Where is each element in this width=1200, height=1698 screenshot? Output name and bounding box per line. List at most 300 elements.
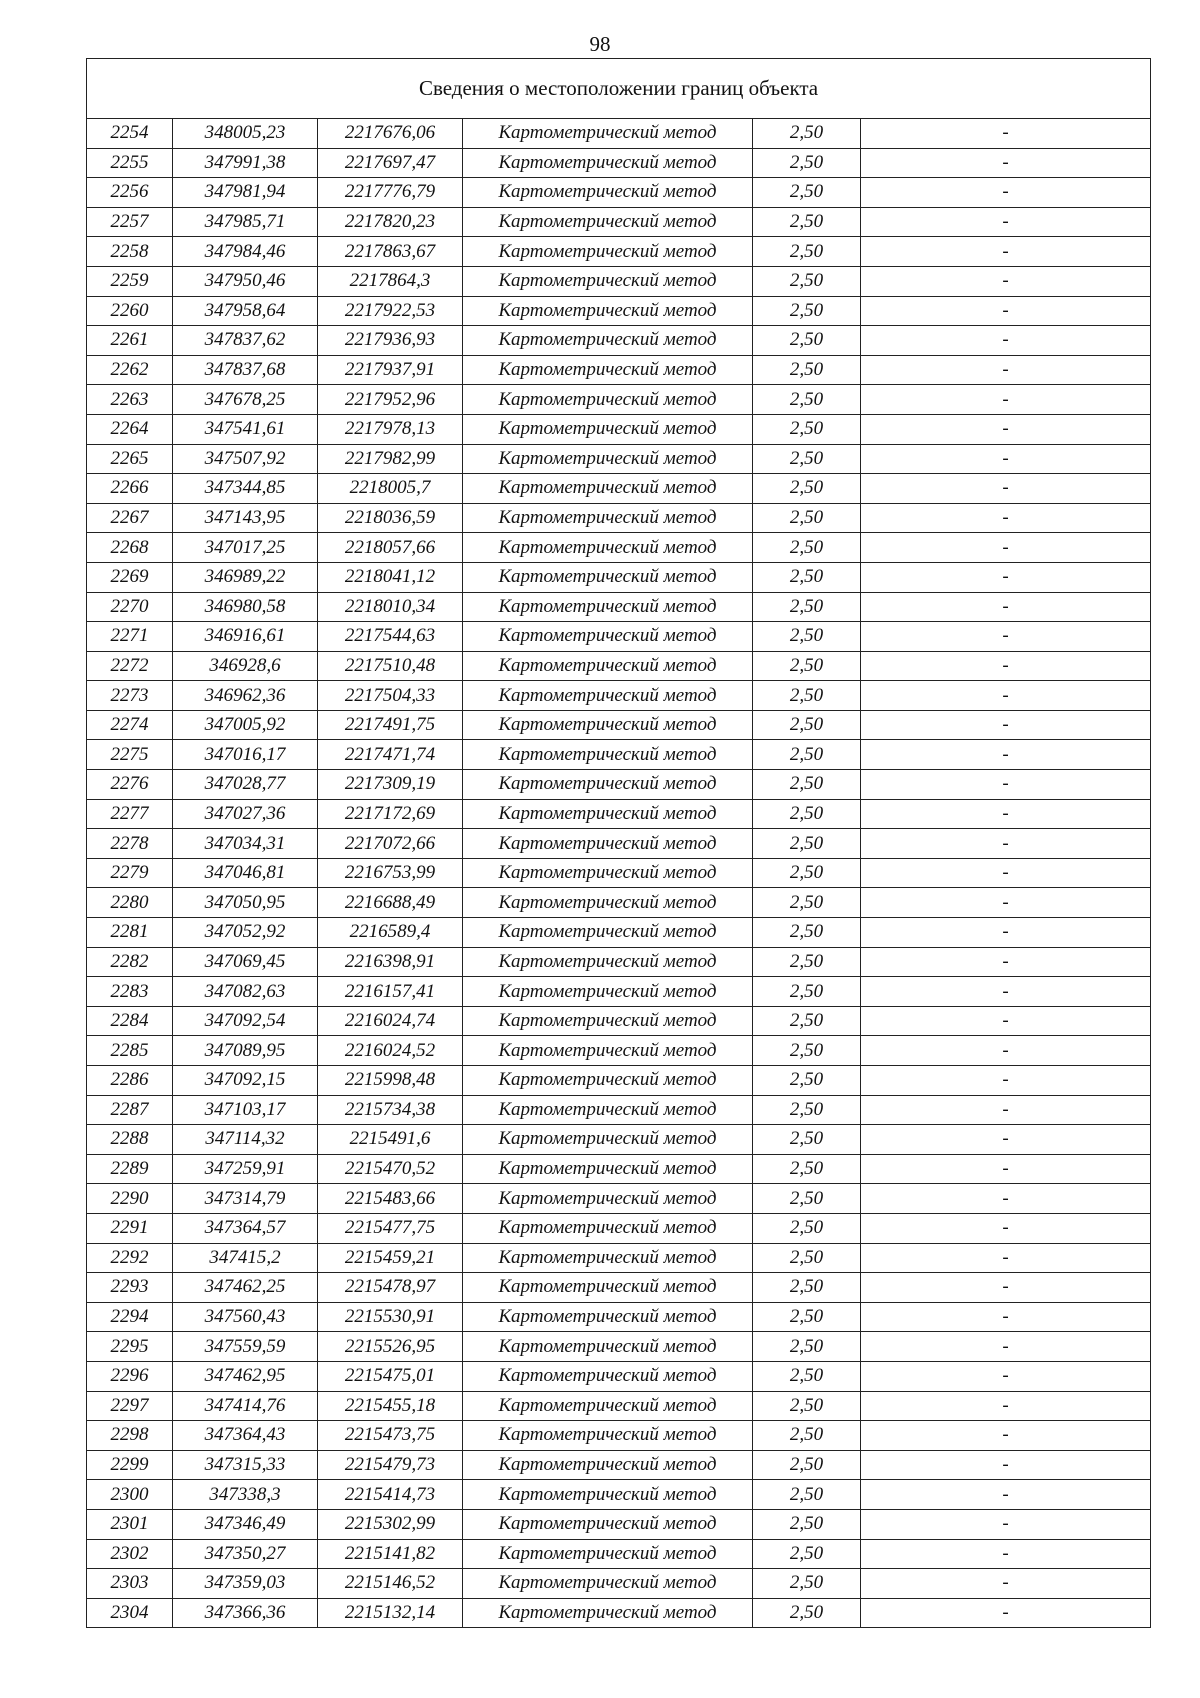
- y-coordinate-cell: 2218005,7: [318, 474, 463, 504]
- point-number-cell: 2266: [87, 474, 173, 504]
- x-coordinate-cell: 347837,62: [173, 326, 318, 356]
- point-number-cell: 2277: [87, 799, 173, 829]
- description-cell: -: [861, 592, 1151, 622]
- x-coordinate-cell: 347344,85: [173, 474, 318, 504]
- x-coordinate-cell: 347541,61: [173, 414, 318, 444]
- y-coordinate-cell: 2217952,96: [318, 385, 463, 415]
- method-cell: Картометрический метод: [463, 1095, 753, 1125]
- description-cell: -: [861, 1450, 1151, 1480]
- table-row: [87, 326, 1151, 356]
- x-coordinate-cell: 347005,92: [173, 710, 318, 740]
- method-cell: Картометрический метод: [463, 1509, 753, 1539]
- accuracy-cell: 2,50: [753, 1332, 861, 1362]
- description-cell: -: [861, 503, 1151, 533]
- x-coordinate-cell: 347559,59: [173, 1332, 318, 1362]
- description-cell: -: [861, 355, 1151, 385]
- accuracy-cell: 2,50: [753, 1598, 861, 1628]
- accuracy-cell: 2,50: [753, 799, 861, 829]
- y-coordinate-cell: 2215530,91: [318, 1302, 463, 1332]
- point-number-cell: 2301: [87, 1509, 173, 1539]
- x-coordinate-cell: 347981,94: [173, 178, 318, 208]
- table-row: [87, 1302, 1151, 1332]
- point-number-cell: 2282: [87, 947, 173, 977]
- y-coordinate-cell: 2216157,41: [318, 977, 463, 1007]
- y-coordinate-cell: 2217697,47: [318, 148, 463, 178]
- table-row: [87, 148, 1151, 178]
- y-coordinate-cell: 2215302,99: [318, 1509, 463, 1539]
- method-cell: Картометрический метод: [463, 1450, 753, 1480]
- accuracy-cell: 2,50: [753, 1006, 861, 1036]
- x-coordinate-cell: 347678,25: [173, 385, 318, 415]
- table-row: [87, 1066, 1151, 1096]
- description-cell: -: [861, 918, 1151, 948]
- point-number-cell: 2295: [87, 1332, 173, 1362]
- point-number-cell: 2287: [87, 1095, 173, 1125]
- table-row: [87, 562, 1151, 592]
- description-cell: -: [861, 533, 1151, 563]
- description-cell: -: [861, 1243, 1151, 1273]
- x-coordinate-cell: 347114,32: [173, 1125, 318, 1155]
- table-row: [87, 207, 1151, 237]
- description-cell: -: [861, 444, 1151, 474]
- table-row: [87, 1184, 1151, 1214]
- description-cell: -: [861, 1391, 1151, 1421]
- accuracy-cell: 2,50: [753, 326, 861, 356]
- y-coordinate-cell: 2216024,74: [318, 1006, 463, 1036]
- point-number-cell: 2258: [87, 237, 173, 267]
- method-cell: Картометрический метод: [463, 178, 753, 208]
- x-coordinate-cell: 347143,95: [173, 503, 318, 533]
- x-coordinate-cell: 347359,03: [173, 1569, 318, 1599]
- x-coordinate-cell: 347415,2: [173, 1243, 318, 1273]
- method-cell: Картометрический метод: [463, 1569, 753, 1599]
- point-number-cell: 2296: [87, 1361, 173, 1391]
- accuracy-cell: 2,50: [753, 1125, 861, 1155]
- y-coordinate-cell: 2217864,3: [318, 266, 463, 296]
- point-number-cell: 2290: [87, 1184, 173, 1214]
- description-cell: -: [861, 562, 1151, 592]
- description-cell: -: [861, 1421, 1151, 1451]
- y-coordinate-cell: 2215998,48: [318, 1066, 463, 1096]
- x-coordinate-cell: 346962,36: [173, 681, 318, 711]
- accuracy-cell: 2,50: [753, 1213, 861, 1243]
- table-row: [87, 237, 1151, 267]
- accuracy-cell: 2,50: [753, 1243, 861, 1273]
- point-number-cell: 2255: [87, 148, 173, 178]
- table-title: Сведения о местоположении границ объекта: [87, 59, 1151, 119]
- method-cell: Картометрический метод: [463, 562, 753, 592]
- table-row: [87, 1421, 1151, 1451]
- x-coordinate-cell: 347985,71: [173, 207, 318, 237]
- accuracy-cell: 2,50: [753, 1036, 861, 1066]
- accuracy-cell: 2,50: [753, 1480, 861, 1510]
- accuracy-cell: 2,50: [753, 888, 861, 918]
- description-cell: -: [861, 681, 1151, 711]
- description-cell: -: [861, 326, 1151, 356]
- accuracy-cell: 2,50: [753, 237, 861, 267]
- point-number-cell: 2269: [87, 562, 173, 592]
- y-coordinate-cell: 2215483,66: [318, 1184, 463, 1214]
- y-coordinate-cell: 2217491,75: [318, 710, 463, 740]
- accuracy-cell: 2,50: [753, 444, 861, 474]
- method-cell: Картометрический метод: [463, 1213, 753, 1243]
- method-cell: Картометрический метод: [463, 858, 753, 888]
- table-row: [87, 1598, 1151, 1628]
- table-row: [87, 651, 1151, 681]
- method-cell: Картометрический метод: [463, 1391, 753, 1421]
- point-number-cell: 2271: [87, 622, 173, 652]
- table-row: [87, 1036, 1151, 1066]
- point-number-cell: 2293: [87, 1273, 173, 1303]
- description-cell: -: [861, 1036, 1151, 1066]
- description-cell: -: [861, 947, 1151, 977]
- y-coordinate-cell: 2215734,38: [318, 1095, 463, 1125]
- method-cell: Картометрический метод: [463, 918, 753, 948]
- table-row: [87, 1154, 1151, 1184]
- y-coordinate-cell: 2215455,18: [318, 1391, 463, 1421]
- x-coordinate-cell: 347984,46: [173, 237, 318, 267]
- point-number-cell: 2280: [87, 888, 173, 918]
- point-number-cell: 2291: [87, 1213, 173, 1243]
- x-coordinate-cell: 346916,61: [173, 622, 318, 652]
- method-cell: Картометрический метод: [463, 296, 753, 326]
- description-cell: -: [861, 1095, 1151, 1125]
- method-cell: Картометрический метод: [463, 1539, 753, 1569]
- method-cell: Картометрический метод: [463, 829, 753, 859]
- description-cell: -: [861, 1539, 1151, 1569]
- table-title-row: [87, 59, 1151, 119]
- method-cell: Картометрический метод: [463, 207, 753, 237]
- description-cell: -: [861, 1273, 1151, 1303]
- description-cell: -: [861, 977, 1151, 1007]
- x-coordinate-cell: 347089,95: [173, 1036, 318, 1066]
- accuracy-cell: 2,50: [753, 740, 861, 770]
- description-cell: -: [861, 1509, 1151, 1539]
- table-row: [87, 1480, 1151, 1510]
- point-number-cell: 2294: [87, 1302, 173, 1332]
- accuracy-cell: 2,50: [753, 651, 861, 681]
- table-row: [87, 740, 1151, 770]
- table-row: [87, 1006, 1151, 1036]
- y-coordinate-cell: 2217676,06: [318, 119, 463, 149]
- accuracy-cell: 2,50: [753, 829, 861, 859]
- x-coordinate-cell: 346980,58: [173, 592, 318, 622]
- y-coordinate-cell: 2216688,49: [318, 888, 463, 918]
- description-cell: -: [861, 1066, 1151, 1096]
- point-number-cell: 2281: [87, 918, 173, 948]
- table-row: [87, 1095, 1151, 1125]
- y-coordinate-cell: 2217978,13: [318, 414, 463, 444]
- description-cell: -: [861, 622, 1151, 652]
- point-number-cell: 2278: [87, 829, 173, 859]
- x-coordinate-cell: 347338,3: [173, 1480, 318, 1510]
- description-cell: -: [861, 119, 1151, 149]
- description-cell: -: [861, 207, 1151, 237]
- y-coordinate-cell: 2218057,66: [318, 533, 463, 563]
- accuracy-cell: 2,50: [753, 1509, 861, 1539]
- accuracy-cell: 2,50: [753, 977, 861, 1007]
- accuracy-cell: 2,50: [753, 592, 861, 622]
- method-cell: Картометрический метод: [463, 1598, 753, 1628]
- x-coordinate-cell: 347991,38: [173, 148, 318, 178]
- y-coordinate-cell: 2217936,93: [318, 326, 463, 356]
- point-number-cell: 2292: [87, 1243, 173, 1273]
- point-number-cell: 2268: [87, 533, 173, 563]
- y-coordinate-cell: 2217504,33: [318, 681, 463, 711]
- table-row: [87, 1569, 1151, 1599]
- table-row: [87, 1450, 1151, 1480]
- table-row: [87, 533, 1151, 563]
- x-coordinate-cell: 347958,64: [173, 296, 318, 326]
- method-cell: Картометрический метод: [463, 414, 753, 444]
- table-row: [87, 503, 1151, 533]
- method-cell: Картометрический метод: [463, 1480, 753, 1510]
- accuracy-cell: 2,50: [753, 1421, 861, 1451]
- point-number-cell: 2297: [87, 1391, 173, 1421]
- method-cell: Картометрический метод: [463, 710, 753, 740]
- description-cell: -: [861, 888, 1151, 918]
- accuracy-cell: 2,50: [753, 710, 861, 740]
- y-coordinate-cell: 2216398,91: [318, 947, 463, 977]
- y-coordinate-cell: 2217471,74: [318, 740, 463, 770]
- accuracy-cell: 2,50: [753, 503, 861, 533]
- accuracy-cell: 2,50: [753, 1066, 861, 1096]
- description-cell: -: [861, 385, 1151, 415]
- x-coordinate-cell: 347069,45: [173, 947, 318, 977]
- y-coordinate-cell: 2217982,99: [318, 444, 463, 474]
- y-coordinate-cell: 2216753,99: [318, 858, 463, 888]
- point-number-cell: 2260: [87, 296, 173, 326]
- point-number-cell: 2257: [87, 207, 173, 237]
- method-cell: Картометрический метод: [463, 1125, 753, 1155]
- accuracy-cell: 2,50: [753, 207, 861, 237]
- table-row: [87, 592, 1151, 622]
- method-cell: Картометрический метод: [463, 533, 753, 563]
- description-cell: -: [861, 1480, 1151, 1510]
- method-cell: Картометрический метод: [463, 237, 753, 267]
- point-number-cell: 2262: [87, 355, 173, 385]
- method-cell: Картометрический метод: [463, 1361, 753, 1391]
- table-row: [87, 799, 1151, 829]
- table-row: [87, 355, 1151, 385]
- x-coordinate-cell: 347364,57: [173, 1213, 318, 1243]
- point-number-cell: 2270: [87, 592, 173, 622]
- table-row: [87, 178, 1151, 208]
- method-cell: Картометрический метод: [463, 385, 753, 415]
- method-cell: Картометрический метод: [463, 355, 753, 385]
- method-cell: Картометрический метод: [463, 444, 753, 474]
- method-cell: Картометрический метод: [463, 266, 753, 296]
- description-cell: -: [861, 1332, 1151, 1362]
- accuracy-cell: 2,50: [753, 296, 861, 326]
- accuracy-cell: 2,50: [753, 562, 861, 592]
- method-cell: Картометрический метод: [463, 1243, 753, 1273]
- method-cell: Картометрический метод: [463, 1154, 753, 1184]
- method-cell: Картометрический метод: [463, 651, 753, 681]
- point-number-cell: 2273: [87, 681, 173, 711]
- method-cell: Картометрический метод: [463, 740, 753, 770]
- table-row: [87, 296, 1151, 326]
- table-body: [87, 119, 1151, 1628]
- method-cell: Картометрический метод: [463, 474, 753, 504]
- description-cell: -: [861, 148, 1151, 178]
- table-row: [87, 1509, 1151, 1539]
- method-cell: Картометрический метод: [463, 1332, 753, 1362]
- description-cell: -: [861, 1213, 1151, 1243]
- description-cell: -: [861, 858, 1151, 888]
- accuracy-cell: 2,50: [753, 770, 861, 800]
- point-number-cell: 2264: [87, 414, 173, 444]
- x-coordinate-cell: 347016,17: [173, 740, 318, 770]
- x-coordinate-cell: 347259,91: [173, 1154, 318, 1184]
- point-number-cell: 2272: [87, 651, 173, 681]
- y-coordinate-cell: 2215473,75: [318, 1421, 463, 1451]
- description-cell: -: [861, 414, 1151, 444]
- x-coordinate-cell: 347103,17: [173, 1095, 318, 1125]
- table-row: [87, 1273, 1151, 1303]
- x-coordinate-cell: 347366,36: [173, 1598, 318, 1628]
- x-coordinate-cell: 346928,6: [173, 651, 318, 681]
- point-number-cell: 2286: [87, 1066, 173, 1096]
- point-number-cell: 2304: [87, 1598, 173, 1628]
- method-cell: Картометрический метод: [463, 1184, 753, 1214]
- accuracy-cell: 2,50: [753, 355, 861, 385]
- y-coordinate-cell: 2215414,73: [318, 1480, 463, 1510]
- y-coordinate-cell: 2218010,34: [318, 592, 463, 622]
- method-cell: Картометрический метод: [463, 503, 753, 533]
- x-coordinate-cell: 348005,23: [173, 119, 318, 149]
- accuracy-cell: 2,50: [753, 178, 861, 208]
- method-cell: Картометрический метод: [463, 799, 753, 829]
- method-cell: Картометрический метод: [463, 1421, 753, 1451]
- y-coordinate-cell: 2215491,6: [318, 1125, 463, 1155]
- method-cell: Картометрический метод: [463, 119, 753, 149]
- y-coordinate-cell: 2217820,23: [318, 207, 463, 237]
- x-coordinate-cell: 347346,49: [173, 1509, 318, 1539]
- x-coordinate-cell: 347507,92: [173, 444, 318, 474]
- table-row: [87, 414, 1151, 444]
- point-number-cell: 2279: [87, 858, 173, 888]
- table-row: [87, 770, 1151, 800]
- y-coordinate-cell: 2215146,52: [318, 1569, 463, 1599]
- accuracy-cell: 2,50: [753, 918, 861, 948]
- y-coordinate-cell: 2215479,73: [318, 1450, 463, 1480]
- method-cell: Картометрический метод: [463, 947, 753, 977]
- description-cell: -: [861, 1361, 1151, 1391]
- accuracy-cell: 2,50: [753, 119, 861, 149]
- x-coordinate-cell: 347350,27: [173, 1539, 318, 1569]
- table-row: [87, 1391, 1151, 1421]
- description-cell: -: [861, 829, 1151, 859]
- accuracy-cell: 2,50: [753, 947, 861, 977]
- table-row: [87, 858, 1151, 888]
- x-coordinate-cell: 347092,15: [173, 1066, 318, 1096]
- point-number-cell: 2299: [87, 1450, 173, 1480]
- point-number-cell: 2300: [87, 1480, 173, 1510]
- y-coordinate-cell: 2217922,53: [318, 296, 463, 326]
- method-cell: Картометрический метод: [463, 1066, 753, 1096]
- table-row: [87, 947, 1151, 977]
- accuracy-cell: 2,50: [753, 1095, 861, 1125]
- x-coordinate-cell: 347315,33: [173, 1450, 318, 1480]
- point-number-cell: 2289: [87, 1154, 173, 1184]
- y-coordinate-cell: 2215470,52: [318, 1154, 463, 1184]
- point-number-cell: 2254: [87, 119, 173, 149]
- y-coordinate-cell: 2217072,66: [318, 829, 463, 859]
- x-coordinate-cell: 347462,95: [173, 1361, 318, 1391]
- point-number-cell: 2261: [87, 326, 173, 356]
- x-coordinate-cell: 347028,77: [173, 770, 318, 800]
- page-number: 98: [589, 32, 611, 56]
- accuracy-cell: 2,50: [753, 858, 861, 888]
- accuracy-cell: 2,50: [753, 385, 861, 415]
- x-coordinate-cell: 347017,25: [173, 533, 318, 563]
- accuracy-cell: 2,50: [753, 533, 861, 563]
- x-coordinate-cell: 347837,68: [173, 355, 318, 385]
- table-row: [87, 1361, 1151, 1391]
- accuracy-cell: 2,50: [753, 1361, 861, 1391]
- y-coordinate-cell: 2216024,52: [318, 1036, 463, 1066]
- method-cell: Картометрический метод: [463, 148, 753, 178]
- accuracy-cell: 2,50: [753, 1539, 861, 1569]
- table-row: [87, 829, 1151, 859]
- x-coordinate-cell: 347364,43: [173, 1421, 318, 1451]
- table-row: [87, 888, 1151, 918]
- table-row: [87, 266, 1151, 296]
- description-cell: -: [861, 770, 1151, 800]
- description-cell: -: [861, 1006, 1151, 1036]
- x-coordinate-cell: 347950,46: [173, 266, 318, 296]
- y-coordinate-cell: 2217172,69: [318, 799, 463, 829]
- y-coordinate-cell: 2215478,97: [318, 1273, 463, 1303]
- point-number-cell: 2284: [87, 1006, 173, 1036]
- table-row: [87, 622, 1151, 652]
- point-number-cell: 2259: [87, 266, 173, 296]
- point-number-cell: 2256: [87, 178, 173, 208]
- accuracy-cell: 2,50: [753, 148, 861, 178]
- method-cell: Картометрический метод: [463, 592, 753, 622]
- y-coordinate-cell: 2215459,21: [318, 1243, 463, 1273]
- boundary-coordinates-table: [86, 58, 1151, 1628]
- point-number-cell: 2283: [87, 977, 173, 1007]
- y-coordinate-cell: 2217776,79: [318, 178, 463, 208]
- description-cell: -: [861, 799, 1151, 829]
- accuracy-cell: 2,50: [753, 474, 861, 504]
- method-cell: Картометрический метод: [463, 977, 753, 1007]
- description-cell: -: [861, 710, 1151, 740]
- method-cell: Картометрический метод: [463, 888, 753, 918]
- point-number-cell: 2265: [87, 444, 173, 474]
- x-coordinate-cell: 347462,25: [173, 1273, 318, 1303]
- x-coordinate-cell: 347560,43: [173, 1302, 318, 1332]
- point-number-cell: 2303: [87, 1569, 173, 1599]
- accuracy-cell: 2,50: [753, 1273, 861, 1303]
- point-number-cell: 2275: [87, 740, 173, 770]
- method-cell: Картометрический метод: [463, 326, 753, 356]
- method-cell: Картометрический метод: [463, 681, 753, 711]
- x-coordinate-cell: 347046,81: [173, 858, 318, 888]
- table-row: [87, 1125, 1151, 1155]
- accuracy-cell: 2,50: [753, 1569, 861, 1599]
- x-coordinate-cell: 347414,76: [173, 1391, 318, 1421]
- point-number-cell: 2274: [87, 710, 173, 740]
- table-row: [87, 444, 1151, 474]
- accuracy-cell: 2,50: [753, 622, 861, 652]
- y-coordinate-cell: 2215141,82: [318, 1539, 463, 1569]
- accuracy-cell: 2,50: [753, 1184, 861, 1214]
- point-number-cell: 2298: [87, 1421, 173, 1451]
- table-row: [87, 681, 1151, 711]
